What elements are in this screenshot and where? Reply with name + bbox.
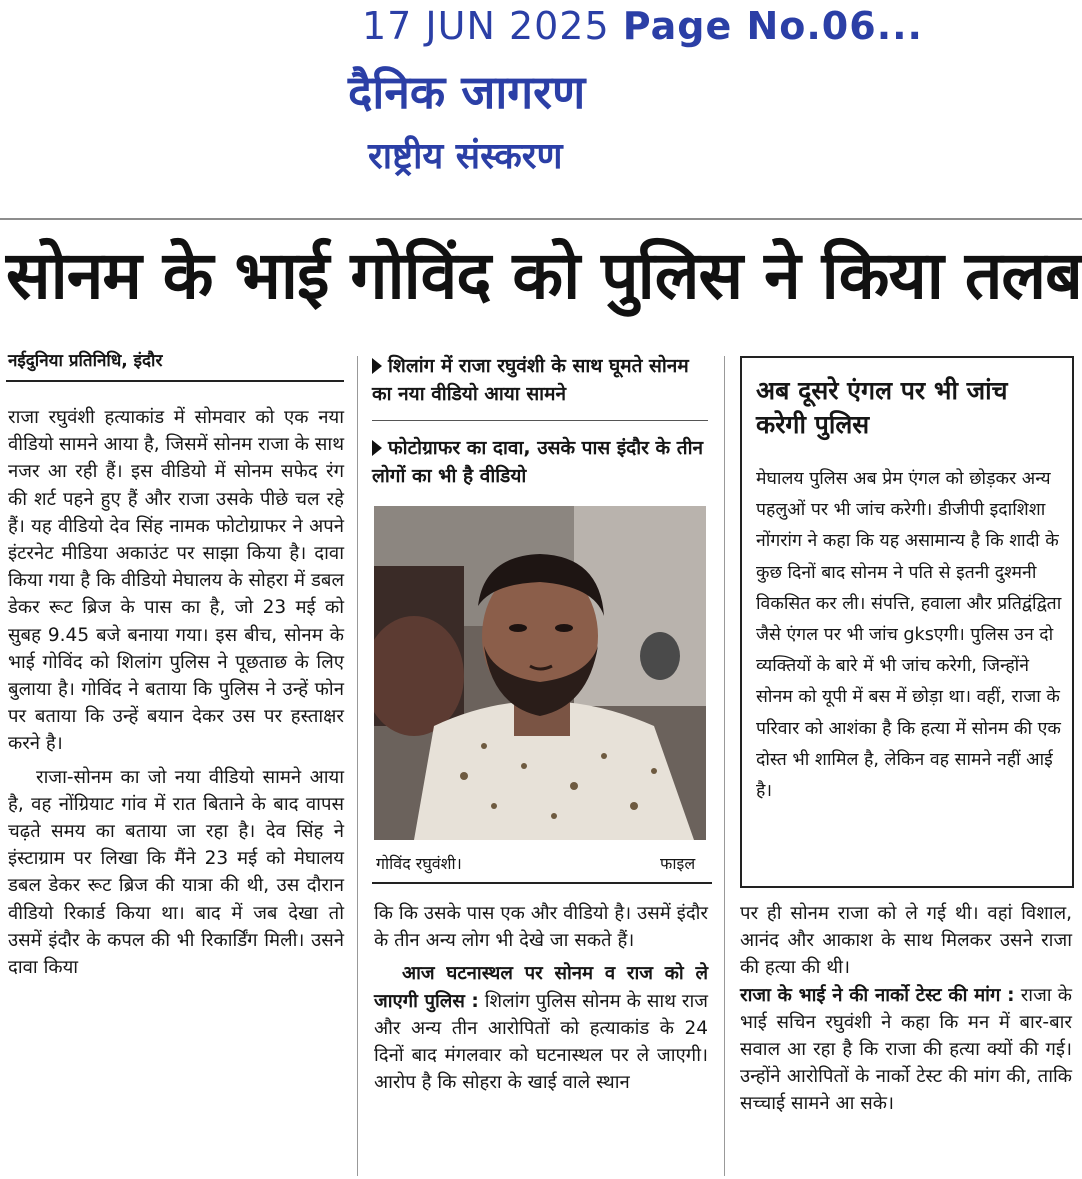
photo-bottom-rule [372, 882, 712, 884]
highlight-2 [372, 434, 712, 490]
paragraph-text: राजा के भाई सचिन रघुवंशी ने कहा कि मन में बार-बार सवाल आ रहा है कि राजा की हत्या क्यों की गई। उन्होंने आरोपितों के नार्को टेस्ट की मांग की, ताकि सच्चाई सामने आ सके। [740, 984, 1072, 1115]
paragraph: राजा-सोनम का जो नया वीडियो सामने आया है, वह नोंग्रियाट गांव में रात बिताने के बाद वापस चढ़ते समय का बताया जा रहा है। देव सिंह ने इंस्टाग्राम पर लिखा कि मैंने 23 मई को मेघालय डबल डेकर रूट ब्रिज की यात्रा की थी, उस दौरान वीडियो रिकार्ड किया था। बाद में जब देखा तो उसमें इंदौर के कपल की भी रिकार्डिंग मिली। उसने दावा किया [8, 766, 344, 979]
sidebar-box-title: अब दूसरे एंगल पर भी जांच करेगी पुलिस [756, 376, 1008, 439]
paragraph [374, 960, 708, 1096]
bullet-triangle-icon [372, 358, 382, 374]
stamp-newspaper-name: दैनिक जागरण [348, 65, 586, 119]
clipping-top-edge [0, 218, 1082, 220]
date-stamp: 17 JUN 2025 Page No.06... [362, 4, 923, 48]
article-column-3 [740, 900, 1072, 1118]
stamp-edition: राष्ट्रीय संस्करण [368, 136, 563, 177]
subheading: आज घटनास्थल पर सोनम व राज को ले जाएगी पुलिस : [374, 963, 708, 1012]
article-column-1 [8, 404, 344, 981]
stamp-page-number: 06 [821, 4, 877, 48]
sidebar-box-body: मेघालय पुलिस अब प्रेम एंगल को छोड़कर अन्य पहलुओं पर भी जांच करेगी। डीजीपी इदाशिशा नोंगरांग ने कहा कि यह असामान्य है कि शादी के कुछ दिनों बाद सोनम ने पति से इतनी दुश्मनी विकसित कर ली। संपत्ति, हवाला और प्रतिद्वंद्विता जैसे एंगल पर भी जांच gksएगी। पुलिस उन दो व्यक्तियों के बारे में भी जांच करेगी, जिन्होंने सोनम को यूपी में बस में छोड़ा था। वहीं, राजा के परिवार को आशंका है कि हत्या में सोनम की एक दोस्त भी शामिल है, लेकिन वह सामने नहीं आई है। [756, 469, 1062, 802]
byline-rule [6, 380, 344, 382]
headline: सोनम के भाई गोविंद को पुलिस ने किया तलब [6, 237, 1082, 314]
portrait-image [374, 506, 706, 840]
highlight-text: शिलांग में राजा रघुवंशी के साथ घूमते सोनम का नया वीडियो आया सामने [372, 355, 689, 405]
column-divider [357, 356, 358, 1176]
article-column-2 [374, 900, 708, 1096]
column-divider [724, 356, 725, 1176]
sidebar-box [740, 356, 1074, 888]
paragraph: कि कि उसके पास एक और वीडियो है। उसमें इंदौर के तीन अन्य लोग भी देखे जा सकते हैं। [374, 903, 708, 952]
stamp-date: 17 JUN 2025 [362, 4, 610, 48]
highlight-text: फोटोग्राफर का दावा, उसके पास इंदौर के तीन लोगों का भी है वीडियो [372, 437, 704, 487]
bullet-triangle-icon [372, 440, 382, 456]
paragraph: पर ही सोनम राजा को ले गई थी। वहां विशाल, आनंद और आकाश के साथ मिलकर उसने राजा की हत्या की थी। [740, 903, 1072, 979]
byline: नईदुनिया प्रतिनिधि, इंदौर [8, 351, 163, 371]
stamp-page-label: Page No. [622, 4, 822, 48]
paragraph-text: शिलांग पुलिस सोनम के साथ राज और अन्य तीन आरोपितों को हत्याकांड के 24 दिनों बाद मंगलवार को घटनास्थल पर ले जाएगी। आरोप है कि सोहरा के खाई वाले स्थान [374, 990, 708, 1094]
paragraph [740, 982, 1072, 1118]
paragraph: राजा रघुवंशी हत्याकांड में सोमवार को एक नया वीडियो सामने आया है, जिसमें सोनम राजा के साथ नजर आ रही हैं। इस वीडियो में सोनम सफेद रंग की शर्ट पहने हुए हैं और राजा उसके पीछे चल रहे हैं। यह वीडियो देव सिंह नामक फोटोग्राफर ने अपने इंटरनेट मीडिया अकाउंट पर साझा किया है। दावा किया गया है कि वीडियो मेघालय के सोहरा में डबल डेकर रूट ब्रिज के पास का है, जो 23 मई को सुबह 9.45 बजे बनाया गया। इस बीच, सोनम के भाई गोविंद को शिलांग पुलिस ने पूछताछ के लिए बुलाया है। गोविंद ने बताया कि पुलिस ने उन्हें फोन पर बताया कि उन्हें बयान देकर उस पर हस्ताक्षर करने है। [8, 407, 345, 755]
photo-credit: फाइल [660, 854, 696, 873]
photo-govind-raghuvanshi [374, 506, 706, 840]
highlight-separator [372, 420, 708, 421]
photo-caption: गोविंद रघुवंशी। [376, 854, 462, 873]
highlight-1 [372, 352, 712, 408]
subheading: राजा के भाई ने की नार्को टेस्ट की मांग : [740, 984, 1015, 1006]
